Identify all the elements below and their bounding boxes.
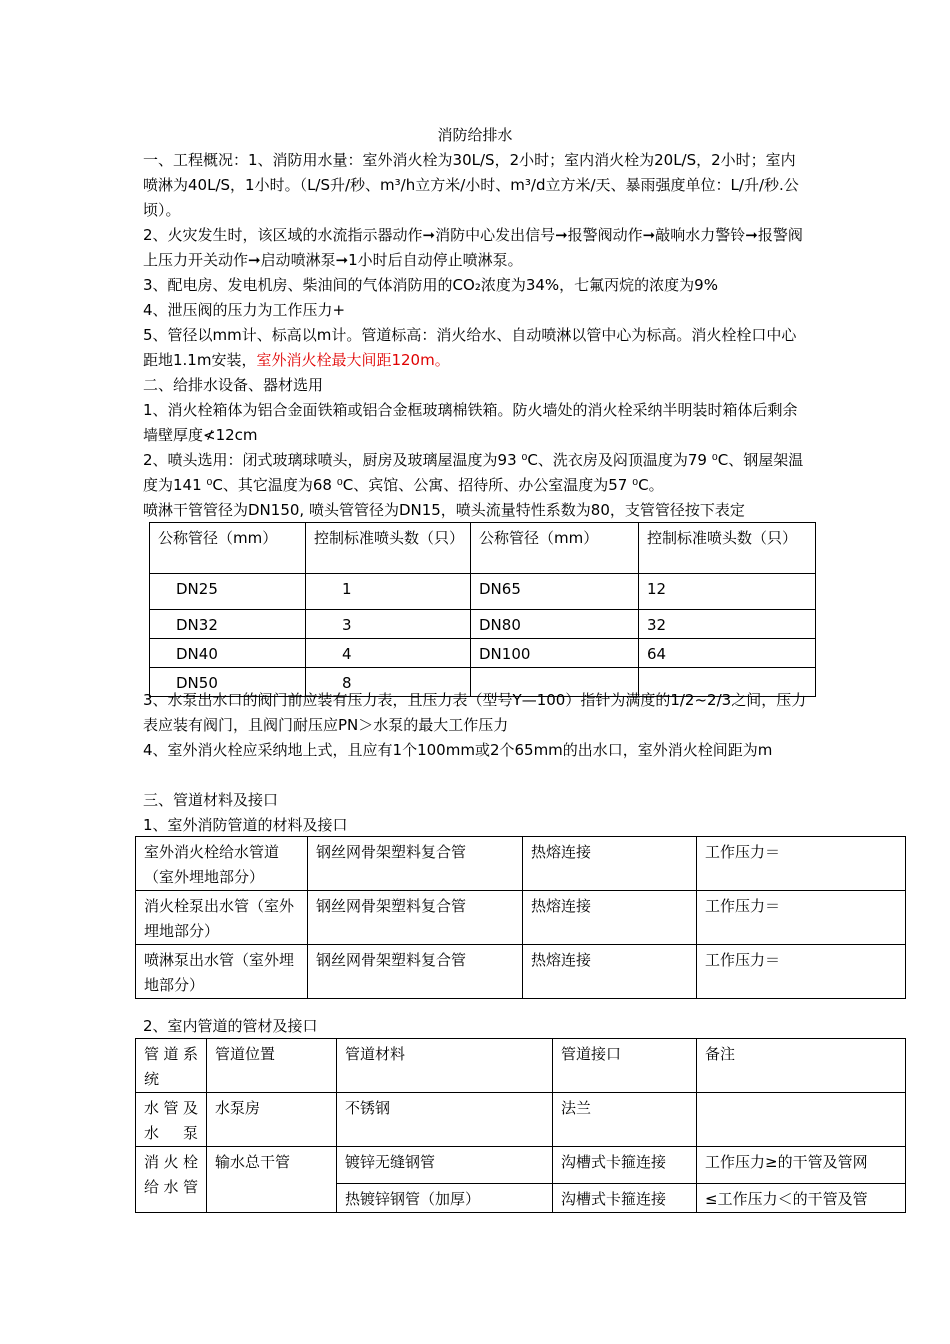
header-nominal-diameter-2: 公称管径（mm）	[471, 523, 639, 574]
table-row	[150, 610, 816, 639]
table-row	[136, 1147, 906, 1184]
table-cell: 消火栓泵出水管（室外埋地部分）	[136, 891, 308, 945]
table-cell: 输水总干管	[207, 1147, 337, 1213]
outdoor-pipe-table	[135, 836, 906, 999]
paragraph-pipe-units	[143, 323, 808, 373]
header-pipe-system: 管道系统	[136, 1039, 207, 1093]
document-title: 消防给排水	[437, 126, 513, 144]
subsection-outdoor-pipes: 1、室外消防管道的材料及接口	[143, 816, 348, 834]
paragraph-hydrant-box: 1、消火栓箱体为铝合金面铁箱或铝合金框玻璃棉铁箱。防火墙处的消火栓采纳半明装时箱体后剩余墙壁厚度≮12cm	[143, 401, 798, 444]
header-nominal-diameter-1: 公称管径（mm）	[150, 523, 306, 574]
table-cell: 64	[639, 639, 816, 668]
paragraph-relief-valve: 4、泄压阀的压力为工作压力+	[143, 301, 346, 319]
table-cell: 热熔连接	[523, 945, 697, 999]
table-cell: DN32	[150, 610, 306, 639]
table-header-row	[150, 523, 816, 574]
table-header-row	[136, 1039, 906, 1093]
table-cell: 消火栓给水管	[136, 1147, 207, 1213]
section-heading-2: 二、给排水设备、器材选用	[143, 376, 324, 394]
table-cell: 室外消火栓给水管道（室外埋地部分）	[136, 837, 308, 891]
table-cell: 工作压力≥的干管及管网	[697, 1147, 906, 1184]
header-pipe-material: 管道材料	[337, 1039, 553, 1093]
hydrant-spacing-note: 室外消火栓最大间距120m。	[256, 351, 450, 369]
table-cell: 钢丝网骨架塑料复合管	[308, 837, 523, 891]
table-cell: 4	[306, 639, 471, 668]
table-cell: 喷淋泵出水管（室外埋地部分）	[136, 945, 308, 999]
table-cell: 12	[639, 574, 816, 610]
header-head-count-2: 控制标准喷头数（只）	[639, 523, 816, 574]
table-row	[150, 574, 816, 610]
paragraph-outdoor-hydrant: 4、室外消火栓应采纳地上式，且应有1个100mm或2个65mm的出水口，室外消火栓间距为m	[143, 741, 773, 759]
table-cell: DN25	[150, 574, 306, 610]
table-row	[136, 945, 906, 999]
table-cell: 法兰	[553, 1093, 697, 1147]
table-cell: 32	[639, 610, 816, 639]
table-row	[136, 1093, 906, 1147]
table-cell: 1	[306, 574, 471, 610]
table-cell: 工作压力＝	[697, 837, 906, 891]
table-cell: 沟槽式卡箍连接	[553, 1184, 697, 1213]
table-row	[150, 639, 816, 668]
paragraph-main-pipe: 喷淋干管管径为DN150, 喷头管管径为DN15，喷头流量特性系数为80，支管管径按下表定	[143, 501, 745, 519]
paragraph-sprinkler-heads: 2、喷头选用：闭式玻璃球喷头，厨房及玻璃屋温度为93 ⁰C、洗衣房及闷顶温度为79 ⁰C、钢屋架温度为141 ⁰C、其它温度为68 ⁰C、宾馆、公寓、招待所、办公室温度为57 ⁰C。	[143, 451, 804, 494]
table-cell: 镀锌无缝钢管	[337, 1147, 553, 1184]
table-cell: 水管及水泵	[136, 1093, 207, 1147]
table-cell: 热镀锌钢管（加厚）	[337, 1184, 553, 1213]
paragraph-pressure-gauge: 3、水泵出水口的阀门前应装有压力表，且压力表（型号Y—100）指针为满度的1/2~2/3之间，压力表应装有阀门，且阀门耐压应PN＞水泵的最大工作压力	[143, 691, 807, 734]
table-cell: 不锈钢	[337, 1093, 553, 1147]
table-cell: DN80	[471, 610, 639, 639]
table-cell: 热熔连接	[523, 837, 697, 891]
header-head-count-1: 控制标准喷头数（只）	[306, 523, 471, 574]
table-cell	[697, 1093, 906, 1147]
table-cell: DN40	[150, 639, 306, 668]
paragraph-overview: 一、工程概况：1、消防用水量：室外消火栓为30L/S，2小时；室内消火栓为20L/S，2小时；室内喷淋为40L/S，1小时。（L/S升/秒、m³/h立方米/小时、m³/d立方米/天、暴雨强度单位：L/升/秒.公顷）。	[143, 151, 799, 219]
pipe-units-text: 5、管径以mm计、标高以m计。管道标高：消火给水、自动喷淋以管中心为标高。消火栓栓口中心距地1.1m安装，	[143, 326, 797, 369]
header-remarks: 备注	[697, 1039, 906, 1093]
table-cell: 钢丝网骨架塑料复合管	[308, 945, 523, 999]
paragraph-gas-concentration: 3、配电房、发电机房、柴油间的气体消防用的CO₂浓度为34%，七氟丙烷的浓度为9%	[143, 276, 718, 294]
section-heading-3: 三、管道材料及接口	[143, 791, 279, 809]
table-cell: DN100	[471, 639, 639, 668]
header-pipe-location: 管道位置	[207, 1039, 337, 1093]
table-cell: 工作压力＝	[697, 891, 906, 945]
table-cell: 8	[306, 668, 471, 697]
table-cell: 工作压力＝	[697, 945, 906, 999]
sprinkler-pipe-table	[149, 522, 816, 697]
table-cell: 钢丝网骨架塑料复合管	[308, 891, 523, 945]
table-row	[136, 837, 906, 891]
indoor-pipe-table	[135, 1038, 906, 1213]
header-pipe-joint: 管道接口	[553, 1039, 697, 1093]
table-cell: DN50	[150, 668, 306, 697]
paragraph-fire-sequence: 2、火灾发生时，该区域的水流指示器动作➞消防中心发出信号➞报警阀动作➞敲响水力警铃➞报警阀上压力开关动作➞启动喷淋泵➞1小时后自动停止喷淋泵。	[143, 226, 803, 269]
subsection-indoor-pipes: 2、室内管道的管材及接口	[143, 1017, 318, 1035]
table-cell: 沟槽式卡箍连接	[553, 1147, 697, 1184]
table-cell: ≤工作压力＜的干管及管	[697, 1184, 906, 1213]
table-row	[136, 891, 906, 945]
table-cell: DN65	[471, 574, 639, 610]
table-cell: 热熔连接	[523, 891, 697, 945]
table-cell: 水泵房	[207, 1093, 337, 1147]
table-cell: 3	[306, 610, 471, 639]
